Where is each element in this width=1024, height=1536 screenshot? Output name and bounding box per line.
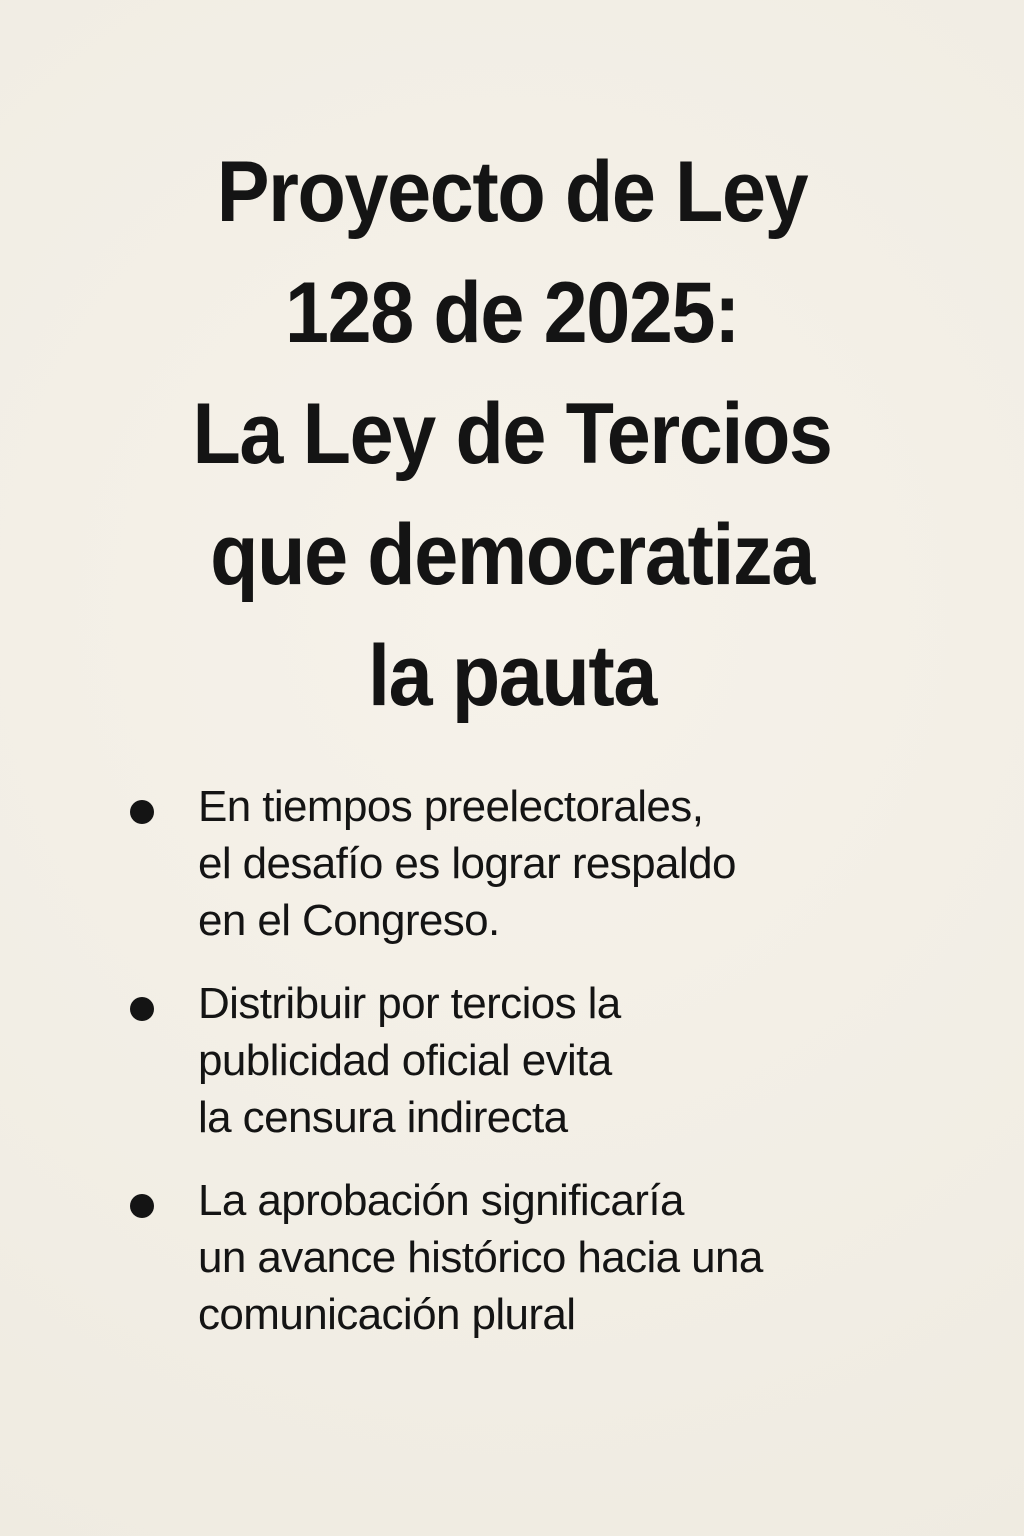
bullet-3-line-1: La aprobación significaría — [198, 1176, 684, 1225]
bullet-text — [198, 975, 621, 1146]
bullet-1-line-1: En tiempos preelectorales, — [198, 782, 704, 831]
list-item — [130, 778, 970, 949]
bullet-3-line-3: comunicación plural — [198, 1290, 576, 1339]
headline — [60, 132, 964, 737]
bullet-text — [198, 1172, 763, 1343]
headline-line-3: La Ley de Tercios — [192, 386, 832, 482]
bullet-2-line-1: Distribuir por tercios la — [198, 979, 621, 1028]
bullet-text — [198, 778, 736, 949]
bullet-dot-icon — [130, 997, 154, 1021]
bullet-dot-icon — [130, 800, 154, 824]
bullet-1-line-2: el desafío es lograr respaldo — [198, 839, 736, 888]
bullet-1-line-3: en el Congreso. — [198, 896, 500, 945]
bullet-3-line-2: un avance histórico hacia una — [198, 1233, 763, 1282]
list-item — [130, 975, 970, 1146]
bullet-2-line-3: la censura indirecta — [198, 1093, 568, 1142]
list-item — [130, 1172, 970, 1343]
bullet-2-line-2: publicidad oficial evita — [198, 1036, 612, 1085]
bullet-dot-icon — [130, 1194, 154, 1218]
headline-line-5: la pauta — [368, 628, 656, 724]
bullet-list — [130, 778, 970, 1343]
headline-line-2: 128 de 2025: — [284, 265, 740, 361]
headline-line-1: Proyecto de Ley — [216, 144, 808, 240]
headline-line-4: que democratiza — [210, 507, 814, 603]
